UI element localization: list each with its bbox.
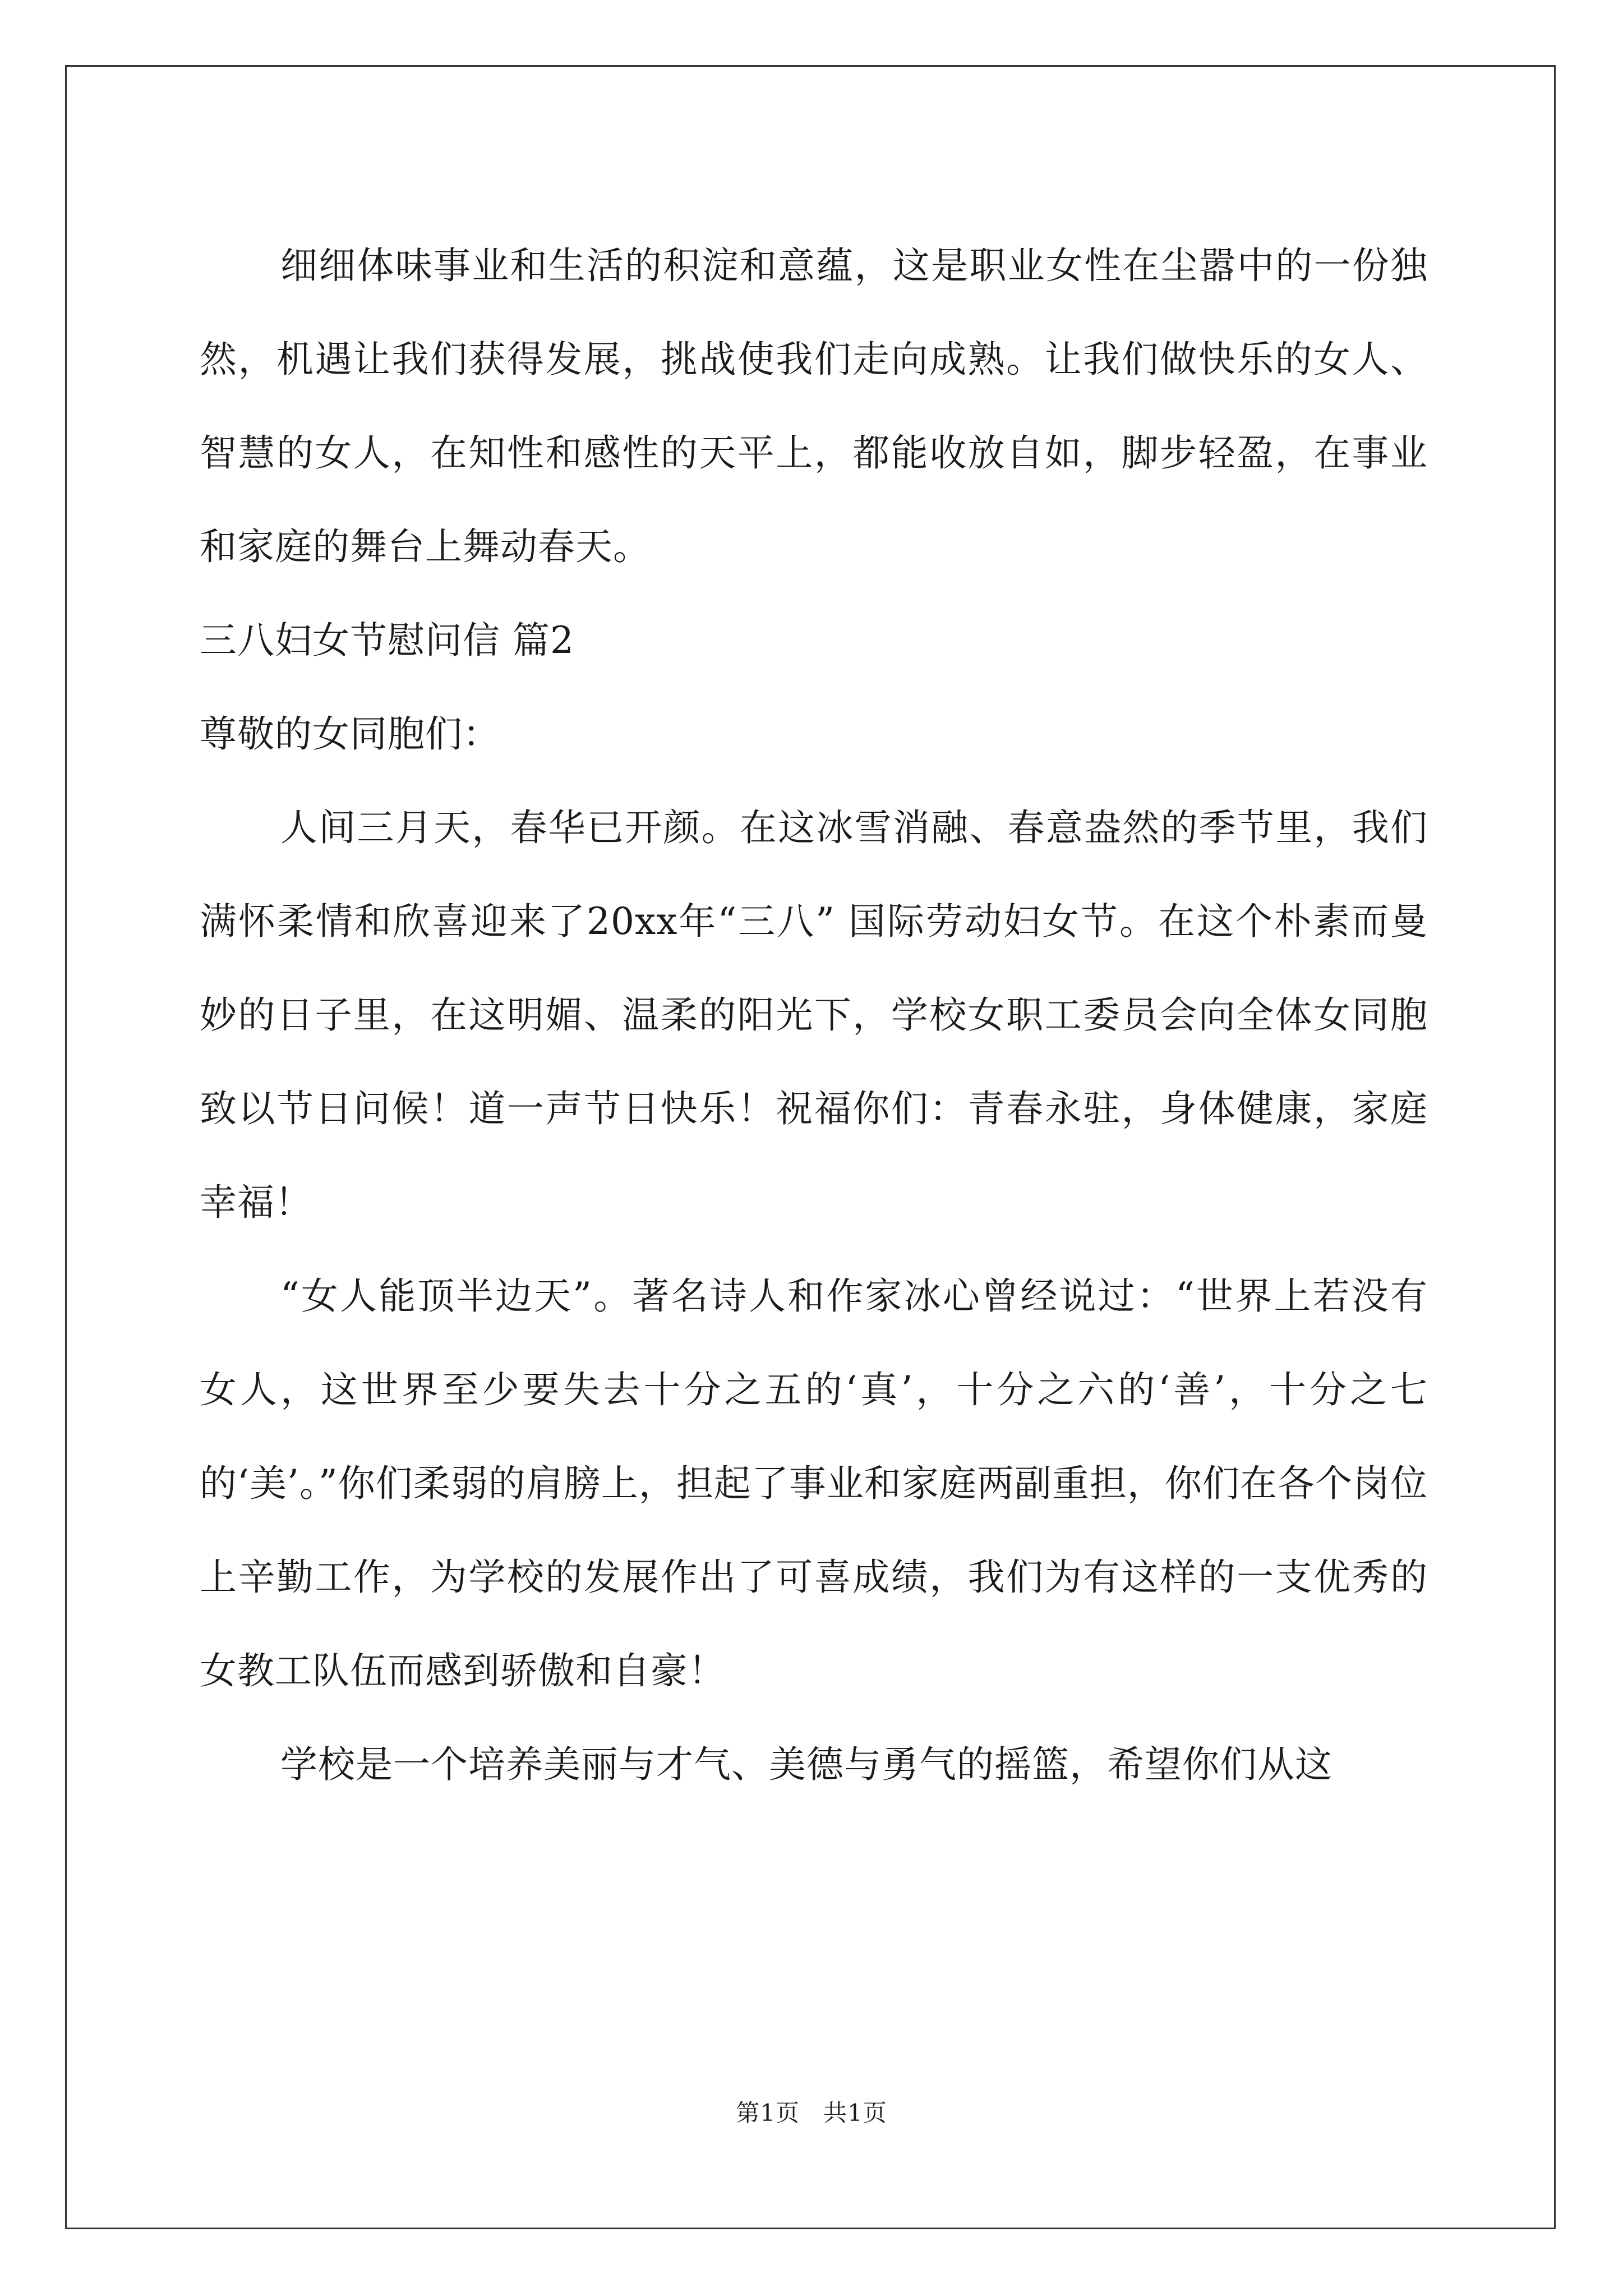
paragraph: 人间三月天，春华已开颜。在这冰雪消融、春意盎然的季节里，我们满怀柔情和欣喜迎来了20xx年“三八” 国际劳动妇女节。在这个朴素而曼妙的日子里，在这明媚、温柔的阳光下，学校女职工委员会向全体女同胞致以节日问候！道一声节日快乐！祝福你们：青春永驻，身体健康，家庭幸福！ — [200, 806, 1428, 1224]
document-body — [200, 219, 1428, 1811]
salutation: 尊敬的女同胞们： — [200, 712, 500, 756]
section-heading: 三八妇女节慰问信 篇2 — [200, 619, 574, 662]
page-number: 第1页 — [736, 2099, 800, 2127]
paragraph: 学校是一个培养美丽与才气、美德与勇气的摇篮，希望你们从这 — [280, 1743, 1332, 1786]
page-total: 共1页 — [823, 2099, 887, 2127]
page-footer — [0, 2095, 1623, 2128]
paragraph: “女人能顶半边天”。著名诗人和作家冰心曾经说过：“世界上若没有女人，这世界至少要失去十分之五的‘真’，十分之六的‘善’，十分之七的‘美’。”你们柔弱的肩膀上，担起了事业和家庭两副重担，你们在各个岗位上辛勤工作，为学校的发展作出了可喜成绩，我们为有这样的一支优秀的女教工队伍而感到骄傲和自豪！ — [200, 1274, 1428, 1692]
paragraph: 细细体味事业和生活的积淀和意蕴，这是职业女性在尘嚣中的一份独然，机遇让我们获得发展，挑战使我们走向成熟。让我们做快乐的女人、智慧的女人，在知性和感性的天平上，都能收放自如，脚步轻盈，在事业和家庭的舞台上舞动春天。 — [200, 244, 1428, 568]
